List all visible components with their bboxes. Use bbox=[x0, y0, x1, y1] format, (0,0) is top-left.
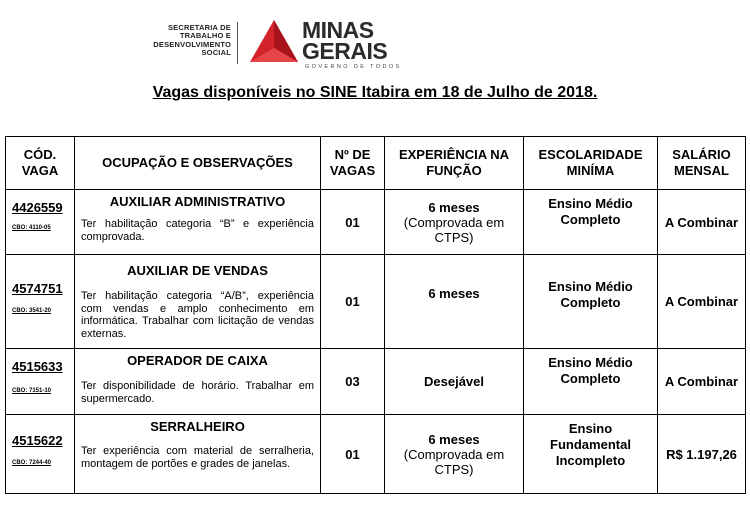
page-header bbox=[0, 10, 750, 68]
logo-wordmark: MINAS GERAIS bbox=[302, 17, 388, 64]
vacancies-count: 03 bbox=[321, 349, 385, 415]
job-code: 4515633 bbox=[12, 359, 63, 374]
header-education: ESCOLARIDADE MINÍMA bbox=[524, 137, 658, 190]
education-cell: Ensino Médio Completo bbox=[524, 255, 658, 349]
cbo-code: CBO: 4110-05 bbox=[12, 225, 51, 231]
occupation-observation: Ter habilitação categoria “B” e experiência comprovada. bbox=[81, 218, 314, 243]
table-row bbox=[6, 190, 746, 255]
job-code-cell bbox=[6, 415, 75, 494]
occupation-cell bbox=[75, 415, 321, 494]
job-code-cell bbox=[6, 255, 75, 349]
occupation-observation: Ter habilitação categoria “A/B”, experiência com vendas e amplo conhecimento em informática. Trabalhar com licitação de vendas externas. bbox=[81, 290, 314, 340]
experience-cell: Desejável bbox=[385, 349, 524, 415]
occupation-name: AUXILIAR DE VENDAS bbox=[127, 263, 268, 278]
occupation-cell bbox=[75, 190, 321, 255]
job-code: 4515622 bbox=[12, 433, 63, 448]
vacancies-count: 01 bbox=[321, 255, 385, 349]
vacancies-table bbox=[5, 136, 746, 494]
experience-cell: 6 meses bbox=[385, 255, 524, 349]
header-experience: EXPERIÊNCIA NA FUNÇÃO bbox=[385, 137, 524, 190]
salary-cell: A Combinar bbox=[658, 190, 746, 255]
minas-gerais-logo-icon bbox=[248, 18, 300, 64]
cbo-code: CBO: 3541-20 bbox=[12, 308, 52, 314]
occupation-cell bbox=[75, 349, 321, 415]
education-cell: Ensino Médio Completo bbox=[524, 349, 658, 415]
header-salary: SALÁRIO MENSAL bbox=[658, 137, 746, 190]
occupation-observation: Ter experiência com material de serralheria, montagem de portões e grades de janelas. bbox=[81, 445, 314, 470]
job-code-cell bbox=[6, 349, 75, 415]
header-vacancies: Nº DE VAGAS bbox=[321, 137, 385, 190]
cbo-code: CBO: 7151-10 bbox=[12, 388, 52, 394]
occupation-observation: Ter disponibilidade de horário. Trabalhar em supermercado. bbox=[81, 380, 314, 405]
job-code-cell bbox=[6, 190, 75, 255]
salary-cell: R$ 1.197,26 bbox=[658, 415, 746, 494]
occupation-cell bbox=[75, 255, 321, 349]
vacancies-count: 01 bbox=[321, 415, 385, 494]
table-row bbox=[6, 415, 746, 494]
table-row bbox=[6, 349, 746, 415]
salary-cell: A Combinar bbox=[658, 255, 746, 349]
page-title: Vagas disponíveis no SINE Itabira em 18 de Julho de 2018. bbox=[152, 84, 598, 101]
job-code: 4574751 bbox=[12, 281, 63, 296]
header-occupation: OCUPAÇÃO E OBSERVAÇÕES bbox=[75, 137, 321, 190]
occupation-name: OPERADOR DE CAIXA bbox=[127, 353, 268, 368]
secretaria-label: SECRETARIA DE TRABALHO E DESENVOLVIMENTO SOCIAL bbox=[153, 23, 231, 58]
education-cell: Ensino Fundamental Incompleto bbox=[524, 415, 658, 494]
occupation-name: AUXILIAR ADMINISTRATIVO bbox=[109, 194, 286, 209]
education-cell: Ensino Médio Completo bbox=[524, 190, 658, 255]
cbo-code: CBO: 7244-40 bbox=[12, 460, 52, 466]
table-row bbox=[6, 255, 746, 349]
occupation-name: SERRALHEIRO bbox=[150, 419, 245, 434]
job-code: 4426559 bbox=[12, 200, 63, 215]
experience-cell: 6 meses (Comprovada em CTPS) bbox=[385, 190, 524, 255]
salary-cell: A Combinar bbox=[658, 349, 746, 415]
header-code: CÓD. VAGA bbox=[6, 137, 75, 190]
header-divider bbox=[237, 22, 238, 64]
experience-cell: 6 meses (Comprovada em CTPS) bbox=[385, 415, 524, 494]
table-header-row bbox=[6, 137, 746, 190]
vacancies-count: 01 bbox=[321, 190, 385, 255]
logo-tagline: GOVERNO DE TODOS bbox=[305, 64, 402, 70]
